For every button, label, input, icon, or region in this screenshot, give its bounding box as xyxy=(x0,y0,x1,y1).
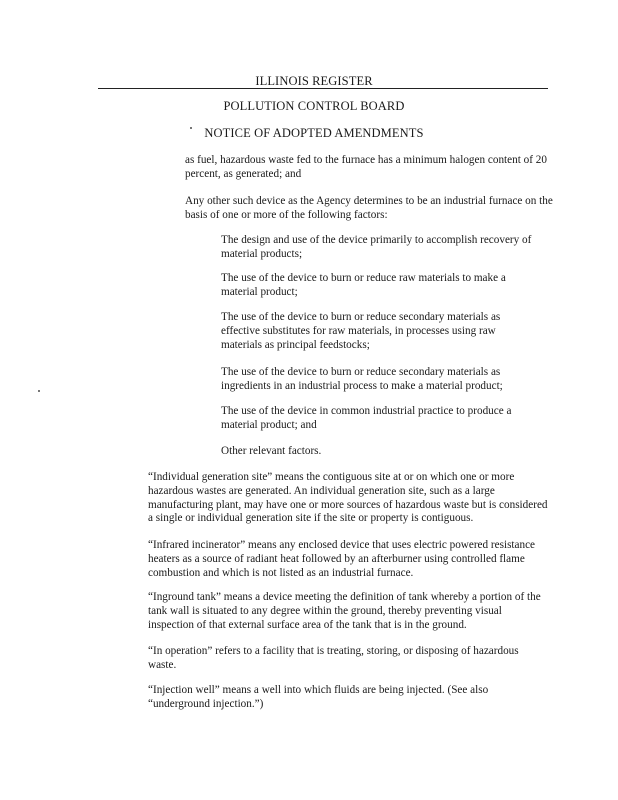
factor-item: Other relevant factors. xyxy=(221,445,322,457)
continuation-paragraph: as fuel, hazardous waste fed to the furnace has a minimum halogen content of 20 percent, as generated; and xyxy=(185,154,547,180)
scan-speck xyxy=(38,390,40,392)
factor-item: The use of the device to burn or reduce secondary materials as effective substitutes for raw materials, in processes using raw materials as principal feedstocks; xyxy=(221,311,501,351)
definition-in-operation: “In operation” refers to a facility that is treating, storing, or disposing of hazardous waste. xyxy=(148,645,519,671)
agency-paragraph: Any other such device as the Agency determines to be an industrial furnace on the basis of one or more of the following factors: xyxy=(185,195,553,221)
notice-title: NOTICE OF ADOPTED AMENDMENTS xyxy=(204,126,424,140)
definition-individual-generation-site: “Individual generation site” means the contiguous site at or on which one or more hazardous wastes are generated. An individual generation site, such as a large manufacturing plant, may have one or more sources of hazardous waste but is considered a single or individual generation site if the site or property is contiguous. xyxy=(148,471,548,525)
definition-inground-tank: “Inground tank” means a device meeting the definition of tank whereby a portion of the tank wall is situated to any degree within the ground, thereby preventing visual inspection of that external surface area of the tank that is in the ground. xyxy=(148,591,541,631)
board-title: POLLUTION CONTROL BOARD xyxy=(223,99,405,113)
factor-item: The design and use of the device primarily to accomplish recovery of material products; xyxy=(221,234,532,260)
scan-speck xyxy=(190,127,192,129)
definition-injection-well: “Injection well” means a well into which fluids are being injected. (See also “underground injection.”) xyxy=(148,684,489,710)
factor-item: The use of the device in common industrial practice to produce a material product; and xyxy=(221,405,512,431)
definition-infrared-incinerator: “Infrared incinerator” means any enclosed device that uses electric powered resistance heaters as a source of radiant heat followed by an afterburner using controlled flame combustion and which is not listed as an industrial furnace. xyxy=(148,539,536,579)
factor-item: The use of the device to burn or reduce secondary materials as ingredients in an industrial process to make a material product; xyxy=(221,366,503,392)
factor-item: The use of the device to burn or reduce raw materials to make a material product; xyxy=(221,272,506,298)
register-title: ILLINOIS REGISTER xyxy=(255,74,373,88)
